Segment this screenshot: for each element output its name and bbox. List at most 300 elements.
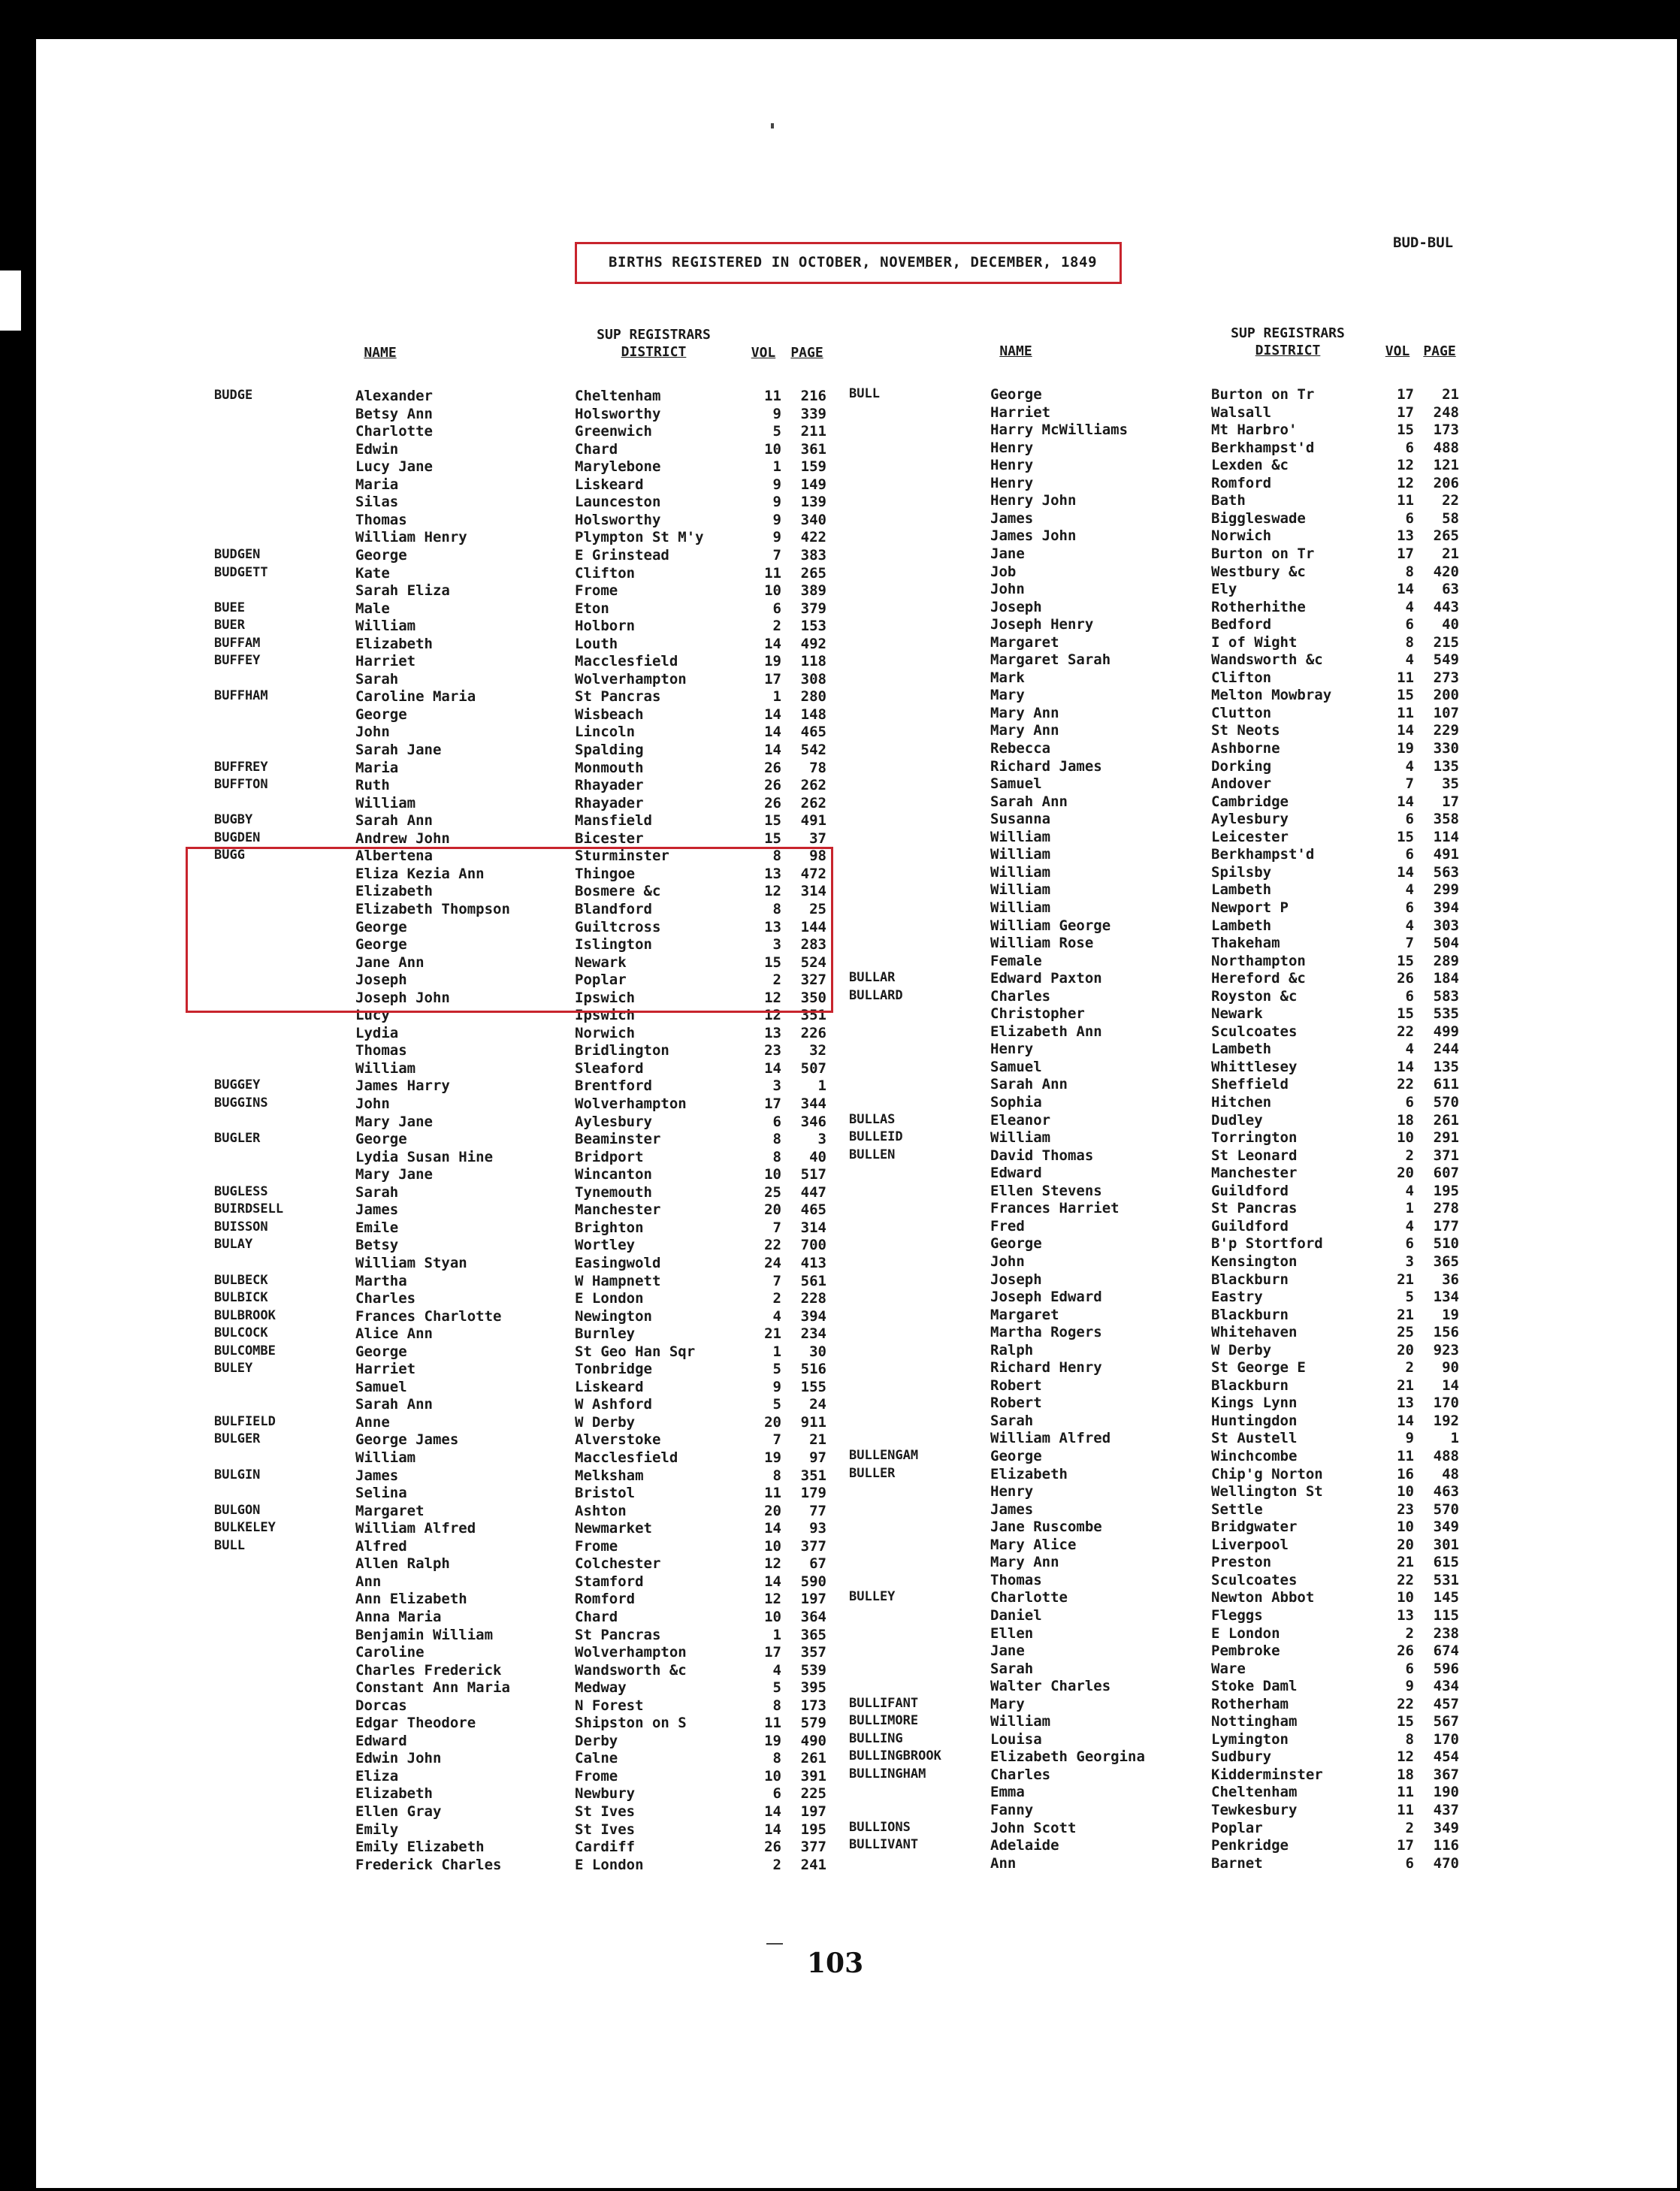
- entry-district: Rotherhithe: [1211, 599, 1306, 615]
- entry-page: 303: [1433, 917, 1459, 934]
- entry-district: Biggleswade: [1211, 510, 1306, 527]
- entry-name: Ellen Gray: [355, 1803, 442, 1820]
- entry-vol: 3: [772, 936, 781, 953]
- right-header-name: NAME: [999, 343, 1032, 359]
- entry-district: Lambeth: [1211, 1041, 1272, 1057]
- entry-vol: 6: [1405, 1855, 1414, 1872]
- entry-vol: 26: [764, 795, 781, 811]
- entry-page: 265: [800, 565, 826, 582]
- entry-page: 280: [800, 688, 826, 705]
- entry-page: 134: [1433, 1289, 1459, 1305]
- right-register-row: [0, 634, 1680, 651]
- entry-page: 358: [1433, 811, 1459, 827]
- entry-page: 563: [1433, 864, 1459, 881]
- right-register-row: [0, 616, 1680, 633]
- entry-page: 37: [809, 830, 826, 847]
- right-register-row: [0, 457, 1680, 474]
- entry-surname: BULLEY: [849, 1589, 896, 1604]
- right-register-row: [0, 1041, 1680, 1058]
- entry-district: Berkhampst'd: [1211, 440, 1315, 456]
- entry-district: St Neots: [1211, 722, 1280, 739]
- entry-vol: 11: [764, 565, 781, 582]
- entry-vol: 14: [764, 724, 781, 740]
- entry-page: 145: [1433, 1589, 1459, 1606]
- entry-name: Christopher: [990, 1005, 1085, 1022]
- right-register-row: [0, 669, 1680, 687]
- entry-district: Wellington St: [1211, 1483, 1323, 1500]
- entry-district: Stoke Daml: [1211, 1678, 1298, 1694]
- right-register-row: [0, 1395, 1680, 1412]
- entry-name: Margaret Sarah: [990, 651, 1111, 668]
- entry-name: George James: [355, 1431, 459, 1448]
- entry-vol: 26: [1397, 1642, 1414, 1659]
- entry-name: William: [355, 1449, 416, 1466]
- entry-district: Brighton: [575, 1219, 644, 1236]
- entry-page: 371: [1433, 1147, 1459, 1164]
- entry-district: Poplar: [1211, 1820, 1263, 1836]
- entry-district: E London: [1211, 1625, 1280, 1642]
- entry-vol: 22: [1397, 1023, 1414, 1040]
- entry-district: Manchester: [575, 1201, 661, 1218]
- entry-name: Elizabeth: [990, 1466, 1068, 1482]
- entry-page: 350: [800, 990, 826, 1006]
- entry-district: Thakeham: [1211, 935, 1280, 951]
- entry-vol: 14: [764, 1573, 781, 1590]
- entry-vol: 2: [772, 618, 781, 634]
- right-register-row: [0, 1501, 1680, 1519]
- entry-page: 524: [800, 954, 826, 971]
- entry-district: St Pancras: [575, 688, 661, 705]
- entry-name: Selina: [355, 1485, 407, 1501]
- entry-name: Lucy Jane: [355, 458, 433, 475]
- entry-page: 17: [1442, 793, 1459, 810]
- entry-page: 116: [1433, 1837, 1459, 1854]
- entry-district: Newington: [575, 1308, 652, 1325]
- entry-name: Mary Alice: [990, 1537, 1077, 1553]
- entry-vol: 26: [764, 777, 781, 793]
- entry-name: James: [990, 1501, 1034, 1518]
- entry-district: Burton on Tr: [1211, 545, 1315, 562]
- entry-name: Andrew John: [355, 830, 450, 847]
- entry-name: Thomas: [355, 1042, 407, 1059]
- entry-vol: 4: [772, 1308, 781, 1325]
- entry-name: Ellen: [990, 1625, 1034, 1642]
- entry-surname: BULGIN: [214, 1467, 261, 1482]
- entry-name: James: [355, 1201, 399, 1218]
- entry-name: William: [990, 1129, 1051, 1146]
- entry-vol: 10: [764, 1538, 781, 1555]
- entry-page: 504: [1433, 935, 1459, 951]
- entry-name: Charlotte: [355, 423, 433, 440]
- right-register-row: [0, 1748, 1680, 1766]
- entry-name: Martha: [355, 1273, 407, 1289]
- right-register-row: [0, 1165, 1680, 1182]
- entry-district: Winchcombe: [1211, 1448, 1298, 1464]
- entry-name: Job: [990, 564, 1017, 580]
- entry-page: 516: [800, 1361, 826, 1377]
- entry-district: Burton on Tr: [1211, 386, 1315, 403]
- entry-name: Kate: [355, 565, 390, 582]
- entry-surname: BUFFAM: [214, 636, 261, 651]
- entry-vol: 15: [1397, 1713, 1414, 1730]
- entry-page: 58: [1442, 510, 1459, 527]
- entry-name: William: [990, 846, 1051, 863]
- entry-name: Constant Ann Maria: [355, 1679, 510, 1696]
- right-register-row: [0, 829, 1680, 846]
- entry-page: 394: [800, 1308, 826, 1325]
- entry-vol: 8: [1405, 634, 1414, 651]
- entry-district: Hitchen: [1211, 1094, 1272, 1111]
- entry-name: Albertena: [355, 848, 433, 864]
- entry-page: 40: [1442, 616, 1459, 633]
- entry-page: 93: [809, 1520, 826, 1537]
- entry-district: Wandsworth &c: [1211, 651, 1323, 668]
- entry-page: 437: [1433, 1802, 1459, 1818]
- entry-page: 349: [1433, 1519, 1459, 1535]
- entry-vol: 1: [772, 458, 781, 475]
- entry-name: Benjamin William: [355, 1627, 494, 1643]
- entry-vol: 6: [1405, 811, 1414, 827]
- entry-district: Bridport: [575, 1149, 644, 1165]
- entry-vol: 20: [1397, 1342, 1414, 1358]
- entry-page: 377: [800, 1538, 826, 1555]
- entry-district: Preston: [1211, 1554, 1272, 1570]
- entry-district: St Austell: [1211, 1430, 1298, 1446]
- entry-name: Caroline: [355, 1644, 425, 1661]
- entry-name: Sarah Ann: [990, 793, 1068, 810]
- entry-page: 114: [1433, 829, 1459, 845]
- entry-page: 607: [1433, 1165, 1459, 1181]
- right-register-row: [0, 1413, 1680, 1430]
- entry-district: Settle: [1211, 1501, 1263, 1518]
- entry-district: E Grinstead: [575, 547, 669, 564]
- entry-district: Clutton: [1211, 705, 1272, 721]
- entry-district: Louth: [575, 636, 618, 652]
- entry-name: Ellen Stevens: [990, 1183, 1102, 1199]
- entry-name: Rebecca: [990, 740, 1051, 757]
- entry-surname: BULLINGHAM: [849, 1766, 926, 1782]
- entry-district: Frome: [575, 1768, 618, 1785]
- entry-page: 351: [800, 1467, 826, 1484]
- right-register-row: [0, 1235, 1680, 1253]
- entry-surname: BULCOCK: [214, 1325, 268, 1340]
- right-register-row: [0, 705, 1680, 722]
- entry-surname: BULBECK: [214, 1273, 268, 1288]
- entry-district: Melksham: [575, 1467, 644, 1484]
- entry-page: 144: [800, 919, 826, 935]
- entry-page: 361: [800, 441, 826, 458]
- entry-page: 215: [1433, 634, 1459, 651]
- entry-vol: 10: [764, 1768, 781, 1785]
- entry-name: David Thomas: [990, 1147, 1094, 1164]
- entry-page: 674: [1433, 1642, 1459, 1659]
- entry-district: Thingoe: [575, 866, 636, 882]
- right-register-row: [0, 1554, 1680, 1571]
- entry-name: Joseph: [355, 972, 407, 988]
- entry-district: Kensington: [1211, 1253, 1298, 1270]
- entry-page: 570: [1433, 1094, 1459, 1111]
- entry-district: Brentford: [575, 1077, 652, 1094]
- entry-surname: BUFFHAM: [214, 688, 268, 703]
- entry-district: Ely: [1211, 581, 1237, 597]
- entry-district: Wolverhampton: [575, 1096, 687, 1112]
- entry-vol: 14: [1397, 1413, 1414, 1429]
- entry-page: 364: [800, 1609, 826, 1625]
- page-title: BIRTHS REGISTERED IN OCTOBER, NOVEMBER, DECEMBER, 1849: [609, 254, 1098, 270]
- entry-vol: 25: [764, 1184, 781, 1201]
- entry-name: Male: [355, 600, 390, 617]
- entry-vol: 4: [1405, 1218, 1414, 1235]
- entry-vol: 11: [764, 1485, 781, 1501]
- entry-district: Romford: [1211, 475, 1272, 491]
- entry-district: Wandsworth &c: [575, 1662, 687, 1679]
- scan-edge-notch: [0, 270, 21, 331]
- entry-page: 159: [800, 458, 826, 475]
- entry-name: James John: [990, 527, 1077, 544]
- entry-name: Margaret: [355, 1503, 425, 1519]
- right-register-row: [0, 1094, 1680, 1111]
- entry-vol: 13: [764, 866, 781, 882]
- entry-page: 570: [1433, 1501, 1459, 1518]
- entry-vol: 5: [772, 423, 781, 440]
- entry-vol: 21: [764, 1325, 781, 1342]
- entry-vol: 1: [1405, 1200, 1414, 1216]
- entry-vol: 25: [1397, 1324, 1414, 1340]
- entry-district: Blandford: [575, 901, 652, 917]
- entry-surname: BUGGINS: [214, 1096, 268, 1111]
- entry-district: Chard: [575, 441, 618, 458]
- entry-page: 78: [809, 760, 826, 776]
- right-register-row: [0, 1519, 1680, 1536]
- entry-page: 301: [1433, 1537, 1459, 1553]
- entry-district: Medway: [575, 1679, 627, 1696]
- entry-district: W Derby: [575, 1414, 636, 1431]
- entry-name: Eleanor: [990, 1112, 1051, 1129]
- entry-vol: 6: [772, 1114, 781, 1130]
- entry-page: 197: [800, 1591, 826, 1607]
- entry-district: Norwich: [575, 1025, 636, 1041]
- entry-vol: 20: [764, 1414, 781, 1431]
- entry-page: 155: [800, 1379, 826, 1395]
- entry-district: Norwich: [1211, 527, 1272, 544]
- right-register-row: [0, 687, 1680, 704]
- entry-district: Newton Abbot: [1211, 1589, 1315, 1606]
- entry-vol: 13: [764, 919, 781, 935]
- right-register-row: [0, 740, 1680, 757]
- entry-district: Clifton: [575, 565, 636, 582]
- entry-name: William: [355, 795, 416, 811]
- entry-district: Plympton St M'y: [575, 529, 704, 545]
- entry-vol: 6: [1405, 1661, 1414, 1677]
- entry-name: Mary Jane: [355, 1166, 433, 1183]
- entry-vol: 23: [1397, 1501, 1414, 1518]
- entry-name: Mary Ann: [990, 722, 1059, 739]
- entry-vol: 21: [1397, 1554, 1414, 1570]
- entry-page: 465: [800, 724, 826, 740]
- entry-district: Manchester: [1211, 1165, 1298, 1181]
- entry-name: Betsy Ann: [355, 406, 433, 422]
- entry-name: William: [990, 1713, 1051, 1730]
- left-header-page: PAGE: [790, 345, 823, 361]
- entry-district: Newport P: [1211, 899, 1289, 916]
- entry-vol: 14: [1397, 581, 1414, 597]
- entry-page: 327: [800, 972, 826, 988]
- entry-district: St Pancras: [575, 1627, 661, 1643]
- entry-vol: 10: [764, 1166, 781, 1183]
- entry-vol: 13: [764, 1025, 781, 1041]
- entry-name: Sarah Ann: [990, 1076, 1068, 1092]
- entry-name: John: [355, 1096, 390, 1112]
- entry-vol: 15: [1397, 953, 1414, 969]
- entry-vol: 8: [772, 1149, 781, 1165]
- entry-page: 539: [800, 1662, 826, 1679]
- entry-page: 77: [809, 1503, 826, 1519]
- entry-district: Cheltenham: [575, 388, 661, 404]
- entry-name: John: [990, 581, 1025, 597]
- right-register-row: [0, 1678, 1680, 1695]
- right-register-row: [0, 1625, 1680, 1642]
- entry-name: Dorcas: [355, 1697, 407, 1714]
- entry-name: Ann: [990, 1855, 1017, 1872]
- right-register-row: [0, 1642, 1680, 1660]
- entry-vol: 20: [764, 1503, 781, 1519]
- entry-name: George: [355, 547, 407, 564]
- entry-vol: 14: [764, 1520, 781, 1537]
- entry-page: 377: [800, 1839, 826, 1855]
- entry-district: Bedford: [1211, 616, 1272, 633]
- entry-page: 234: [800, 1325, 826, 1342]
- entry-vol: 8: [772, 1131, 781, 1147]
- entry-vol: 4: [1405, 1183, 1414, 1199]
- entry-vol: 9: [772, 529, 781, 545]
- entry-page: 273: [1433, 669, 1459, 686]
- entry-district: Easingwold: [575, 1255, 661, 1271]
- entry-district: Berkhampst'd: [1211, 846, 1315, 863]
- right-register-row: [0, 1607, 1680, 1624]
- entry-page: 184: [1433, 970, 1459, 987]
- entry-district: Lambeth: [1211, 881, 1272, 898]
- entry-name: William George: [990, 917, 1111, 934]
- entry-name: Anna Maria: [355, 1609, 442, 1625]
- entry-name: William: [355, 1060, 416, 1077]
- entry-page: 148: [800, 706, 826, 723]
- entry-district: Mt Harbro': [1211, 422, 1298, 438]
- entry-district: Holborn: [575, 618, 636, 634]
- entry-district: St Ives: [575, 1803, 636, 1820]
- entry-vol: 9: [772, 494, 781, 510]
- entry-page: 97: [809, 1449, 826, 1466]
- entry-name: Sarah: [355, 671, 399, 688]
- entry-vol: 6: [1405, 988, 1414, 1005]
- entry-name: Emile: [355, 1219, 399, 1236]
- entry-name: Charles: [990, 988, 1051, 1005]
- entry-name: Charlotte: [990, 1589, 1068, 1606]
- entry-name: Henry: [990, 1483, 1034, 1500]
- entry-name: Eliza Kezia Ann: [355, 866, 485, 882]
- entry-page: 67: [809, 1555, 826, 1572]
- entry-page: 192: [1433, 1413, 1459, 1429]
- entry-district: Kidderminster: [1211, 1766, 1323, 1783]
- entry-district: Newark: [1211, 1005, 1263, 1022]
- entry-vol: 8: [1405, 564, 1414, 580]
- entry-district: Tonbridge: [575, 1361, 652, 1377]
- right-register-row: [0, 475, 1680, 492]
- entry-vol: 13: [1397, 1395, 1414, 1411]
- entry-page: 98: [809, 848, 826, 864]
- entry-vol: 12: [764, 1591, 781, 1607]
- entry-vol: 14: [764, 742, 781, 758]
- entry-vol: 1: [772, 1343, 781, 1360]
- entry-page: 30: [809, 1343, 826, 1360]
- entry-name: Henry: [990, 1041, 1034, 1057]
- entry-district: Frome: [575, 582, 618, 599]
- entry-district: Calne: [575, 1750, 618, 1766]
- entry-vol: 5: [772, 1361, 781, 1377]
- entry-vol: 21: [1397, 1271, 1414, 1288]
- entry-district: Cheltenham: [1211, 1784, 1298, 1800]
- entry-page: 490: [800, 1733, 826, 1749]
- entry-district: Ipswich: [575, 990, 636, 1006]
- scan-speck: [771, 123, 774, 128]
- entry-name: Female: [990, 953, 1042, 969]
- entry-page: 153: [800, 618, 826, 634]
- entry-district: Poplar: [575, 972, 627, 988]
- entry-page: 248: [1433, 404, 1459, 421]
- entry-surname: BULBROOK: [214, 1308, 276, 1323]
- entry-surname: BUFFTON: [214, 777, 268, 792]
- entry-vol: 4: [1405, 758, 1414, 775]
- entry-name: Ruth: [355, 777, 390, 793]
- entry-district: Whitehaven: [1211, 1324, 1298, 1340]
- entry-vol: 14: [1397, 722, 1414, 739]
- entry-surname: BULLAS: [849, 1112, 896, 1127]
- entry-name: Joseph John: [355, 990, 450, 1006]
- entry-district: Wolverhampton: [575, 1644, 687, 1661]
- entry-vol: 8: [772, 848, 781, 864]
- entry-page: 36: [1442, 1271, 1459, 1288]
- entry-name: Henry: [990, 457, 1034, 473]
- entry-district: Pembroke: [1211, 1642, 1280, 1659]
- entry-name: Frances Charlotte: [355, 1308, 502, 1325]
- entry-name: Samuel: [990, 1059, 1042, 1075]
- entry-surname: BULLENGAM: [849, 1448, 919, 1463]
- entry-surname: BULCOMBE: [214, 1343, 276, 1358]
- entry-name: Sarah Eliza: [355, 582, 450, 599]
- right-register-row: [0, 1572, 1680, 1589]
- entry-vol: 12: [764, 1007, 781, 1023]
- entry-name: Maria: [355, 760, 399, 776]
- entry-vol: 4: [1405, 599, 1414, 615]
- entry-district: Spalding: [575, 742, 644, 758]
- entry-page: 344: [800, 1096, 826, 1112]
- right-register-row: [0, 1430, 1680, 1447]
- entry-vol: 17: [764, 1096, 781, 1112]
- entry-district: Holsworthy: [575, 512, 661, 528]
- entry-page: 351: [800, 1007, 826, 1023]
- right-register-row: [0, 1183, 1680, 1200]
- right-register-row: [0, 1837, 1680, 1854]
- entry-district: Ipswich: [575, 1007, 636, 1023]
- entry-vol: 14: [764, 636, 781, 652]
- entry-surname: BULFIELD: [214, 1414, 276, 1429]
- entry-vol: 1: [772, 1627, 781, 1643]
- entry-name: George: [355, 1131, 407, 1147]
- entry-district: Lincoln: [575, 724, 636, 740]
- entry-page: 395: [800, 1679, 826, 1696]
- entry-page: 499: [1433, 1023, 1459, 1040]
- entry-district: Bristol: [575, 1485, 636, 1501]
- entry-vol: 4: [772, 1662, 781, 1679]
